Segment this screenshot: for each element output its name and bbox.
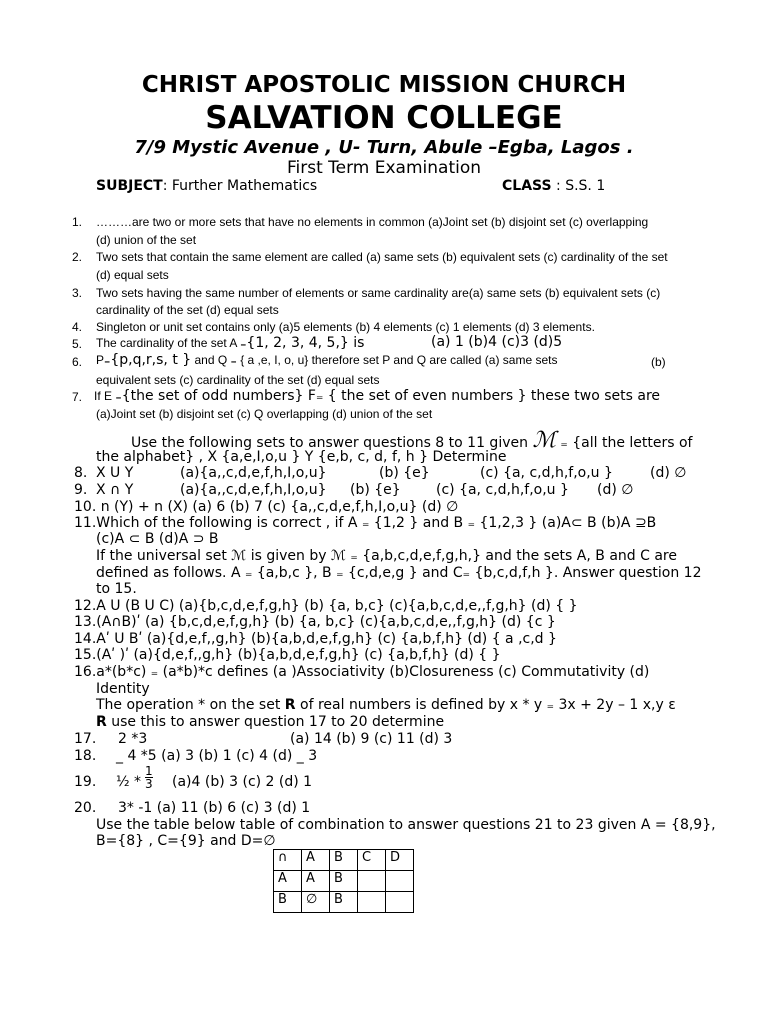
combination-table (273, 849, 414, 913)
option-d: (d) ∅ (597, 482, 634, 498)
question-number: 1. (72, 215, 83, 229)
question-number: 6. (72, 355, 83, 369)
universal-set-symbol: ℳ (532, 428, 556, 453)
table-row (274, 871, 414, 892)
table-header-cell: ∩ (274, 850, 302, 871)
question-text: X ∩ Y (96, 482, 134, 498)
table-header-cell: B (330, 850, 358, 871)
question-number: 18. (74, 748, 97, 764)
question-number: 4. (72, 320, 83, 334)
table-cell: A (302, 871, 330, 892)
table-cell: B (274, 892, 302, 913)
instruction-text: The operation * on the set R of real numbers is defined by x * y ₌ 3x + 2y – 1 x,y ε (96, 697, 676, 713)
question-text: If E ₌{the set of odd numbers} F₌ { the set of even numbers } these two sets are (94, 388, 661, 404)
question-text: 10. n (Y) + n (X) (a) 6 (b) 7 (c) {a,,c,d,e,f,h,I,o,u} (d) ∅ (74, 499, 459, 515)
fraction-denominator: 3 (145, 777, 153, 791)
question-text: 16.a*(b*c) ₌ (a*b)*c defines (a )Associativity (b)Closureness (c) Commutativity (d) (74, 664, 650, 680)
subject-value: : Further Mathematics (162, 178, 318, 194)
class-value: : S.S. 1 (551, 178, 606, 194)
option-c: (c) {a, c,d,h,f,o,u } (436, 482, 569, 498)
instruction-text: to 15. (96, 581, 137, 597)
question-text: Two sets having the same number of elements or same cardinality are(a) same sets (b) equivalent sets (c) (96, 286, 661, 300)
subject-line (96, 178, 317, 194)
question-text: 3* -1 (a) 11 (b) 6 (c) 3 (d) 1 (118, 800, 311, 816)
option-c: (c) {a, c,d,h,f,o,u } (480, 465, 613, 481)
option-b: (b) {e} (379, 465, 430, 481)
exam-title: First Term Examination (286, 158, 482, 178)
option-b: (b) {e} (350, 482, 401, 498)
instruction-text: B={8} , C={9} and D=∅ (96, 833, 276, 849)
question-text: The cardinality of the set A ₌{1, 2, 3, 4, 5,} is (96, 335, 365, 351)
question-text: Identity (96, 681, 150, 697)
question-text: 11.Which of the following is correct , if A ₌ {1,2 } and B ₌ {1,2,3 } (a)A⊂ B (b)A ⊇B (74, 515, 657, 531)
question-number: 9. (74, 482, 88, 498)
question-text: 15.(Aʹ )ʹ (a){d,e,f,,g,h} (b){a,b,d,e,f,g,h} (c) {a,b,f,h} (d) { } (74, 647, 501, 663)
real-numbers-symbol: R (96, 714, 107, 730)
question-text: ½ * (116, 774, 142, 790)
question-text: 13.(A∩B)ʹ (a) {b,c,d,e,f,g,h} (b) {a, b,c} (c){a,b,c,d,e,,f,g,h} (d) {c } (74, 614, 556, 630)
question-text: (b) (651, 355, 666, 369)
table-row (274, 892, 414, 913)
instruction-text: If the universal set ℳ is given by ℳ ₌ {a,b,c,d,e,f,g,h,} and the sets A, B and C are (96, 548, 677, 564)
question-text: equivalent sets (c) cardinality of the set (d) equal sets (96, 373, 380, 387)
table-cell (358, 892, 386, 913)
class-label: CLASS (502, 178, 552, 194)
question-number: 19. (74, 774, 97, 790)
table-cell (386, 892, 414, 913)
table-cell: A (274, 871, 302, 892)
question-text: P₌{p,q,r,s, t } and Q ₌ { a ,e, I, o, u} therefore set P and Q are called (a) same sets (96, 352, 558, 368)
question-number: 8. (74, 465, 88, 481)
question-options: (a) 14 (b) 9 (c) 11 (d) 3 (290, 731, 453, 747)
table-header-cell: D (386, 850, 414, 871)
instruction-text: defined as follows. A ₌ {a,b,c }, B ₌ {c,d,e,g } and C₌ {b,c,d,f,h }. Answer question 12 (96, 565, 702, 581)
question-text: X U Y (96, 465, 134, 481)
question-text: (d) equal sets (96, 268, 169, 282)
real-numbers-symbol: R (284, 697, 296, 713)
table-cell (358, 871, 386, 892)
question-number: 2. (72, 250, 83, 264)
table-cell (386, 871, 414, 892)
class-line (502, 178, 605, 194)
table-cell: ∅ (302, 892, 330, 913)
question-number: 17. (74, 731, 97, 747)
instruction-text: Use the following sets to answer questions 8 to 11 given ℳ ₌ {all the letters of (131, 428, 693, 453)
fraction-numerator: 1 (145, 764, 153, 778)
question-text: ………are two or more sets that have no elements in common (a)Joint set (b) disjoint set (c) overlapping (96, 215, 649, 229)
question-options: (a) 1 (b)4 (c)3 (d)5 (431, 334, 563, 350)
church-name: CHRIST APOSTOLIC MISSION CHURCH (141, 72, 627, 98)
instruction-text: R use this to answer question 17 to 20 determine (96, 714, 445, 730)
question-number: 7. (72, 390, 83, 404)
table-header-row (274, 850, 414, 871)
question-text: Singleton or unit set contains only (a)5 elements (b) 4 elements (c) 1 elements (d) 3 elements. (96, 320, 595, 334)
question-text: 14.Aʹ U Bʹ (a){d,e,f,,g,h} (b){a,b,d,e,f,g,h} (c) {a,b,f,h} (d) { a ,c,d } (74, 631, 557, 647)
option-d: (d) ∅ (650, 465, 687, 481)
question-text: 2 *3 (118, 731, 148, 747)
question-text: _ 4 *5 (a) 3 (b) 1 (c) 4 (d) _ 3 (116, 748, 318, 764)
question-text: 12.A U (B U C) (a){b,c,d,e,f,g,h} (b) {a, b,c} (c){a,b,c,d,e,,f,g,h} (d) { } (74, 598, 578, 614)
question-text: (a)Joint set (b) disjoint set (c) Q overlapping (d) union of the set (96, 407, 433, 421)
instruction-text: the alphabet} , X {a,e,I,o,u } Y {e,b, c, d, f, h } Determine (96, 449, 507, 465)
question-options: (a)4 (b) 3 (c) 2 (d) 1 (172, 774, 313, 790)
question-text: (d) union of the set (96, 233, 197, 247)
subject-label: SUBJECT (96, 178, 163, 194)
fraction (145, 765, 153, 790)
table-cell: B (330, 871, 358, 892)
table-header-cell: C (358, 850, 386, 871)
option-a: (a){a,,c,d,e,f,h,I,o,u} (180, 482, 327, 498)
instruction-text: Use the table below table of combination to answer questions 21 to 23 given A = {8,9}, (96, 817, 716, 833)
question-number: 5. (72, 337, 83, 351)
school-name: SALVATION COLLEGE (205, 100, 563, 136)
table-header-cell: A (302, 850, 330, 871)
question-text: cardinality of the set (d) equal sets (96, 303, 279, 317)
school-address: 7/9 Mystic Avenue , U- Turn, Abule –Egba, Lagos . (134, 137, 634, 158)
question-number: 3. (72, 286, 83, 300)
table-cell: B (330, 892, 358, 913)
question-text: (c)A ⊂ B (d)A ⊃ B (96, 531, 219, 547)
question-text: Two sets that contain the same element are called (a) same sets (b) equivalent sets (c) cardinality of the set (96, 250, 668, 264)
question-number: 20. (74, 800, 97, 816)
option-a: (a){a,,c,d,e,f,h,I,o,u} (180, 465, 327, 481)
